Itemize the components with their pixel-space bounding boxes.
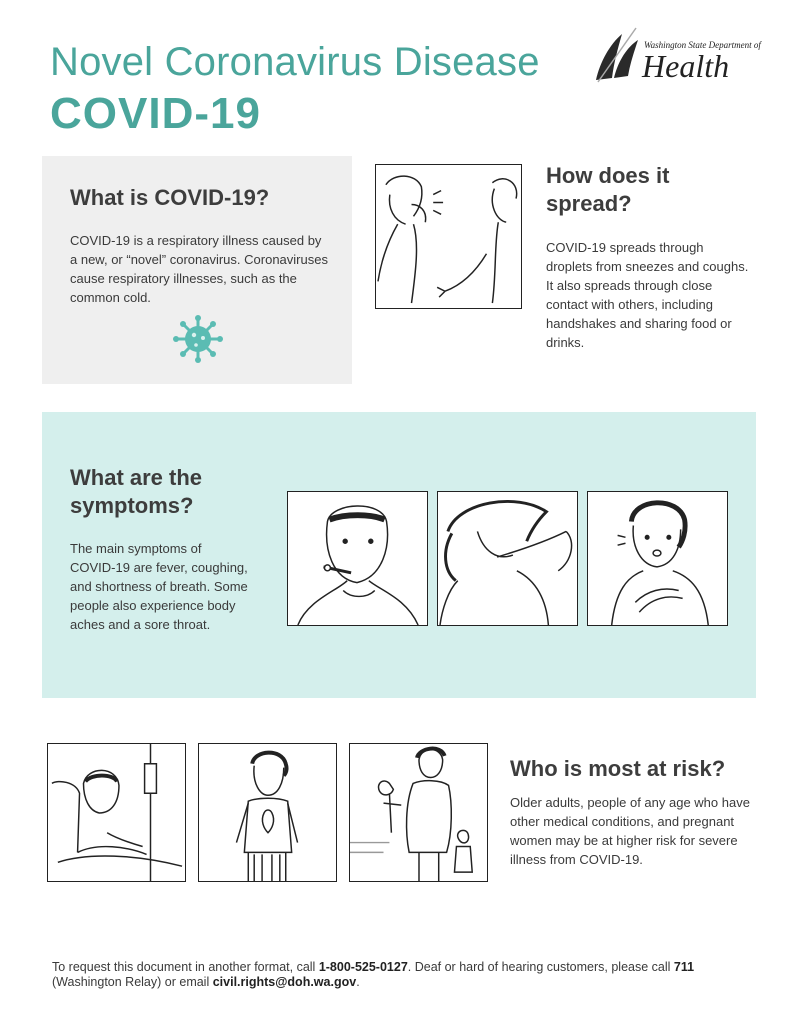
footer-email-link[interactable]: civil.rights@doh.wa.gov — [212, 975, 357, 989]
page-title-line2: COVID-19 — [50, 89, 261, 138]
spread-body: COVID-19 spreads through droplets from sneezes and coughs. It also spreads through close contact with others, including handshakes and sharing food or drinks. — [546, 240, 749, 350]
pregnant-woman-illustration — [349, 743, 488, 882]
risk-heading: Who is most at risk? — [510, 756, 726, 781]
footer-text-4: . — [356, 975, 360, 989]
what-is-heading: What is COVID-19? — [70, 185, 270, 210]
medical-condition-illustration — [198, 743, 337, 882]
doh-logo — [592, 22, 761, 86]
page-title-line1: Novel Coronavirus Disease — [50, 40, 540, 84]
logo-health-text: Health — [642, 48, 730, 84]
shortness-of-breath-illustration — [587, 491, 728, 626]
what-is-body: COVID-19 is a respiratory illness caused by a new, or “novel” coronavirus. Coronaviruses cause respiratory illnesses, such as the common cold. — [70, 233, 328, 305]
footer-accessibility-note — [52, 960, 752, 990]
symptoms-body: The main symptoms of COVID-19 are fever, coughing, and shortness of breath. Some people also experience body aches and a sore throat. — [70, 541, 248, 632]
virus-icon — [170, 314, 226, 364]
fever-illustration — [287, 491, 428, 626]
footer-text-2: . Deaf or hard of hearing customers, please call — [407, 960, 674, 974]
footer-phone-link[interactable]: 1-800-525-0127 — [318, 960, 408, 974]
older-adult-illustration — [47, 743, 186, 882]
footer-relay-number[interactable]: 711 — [673, 960, 695, 974]
sneeze-illustration — [375, 164, 522, 309]
coughing-illustration — [437, 491, 578, 626]
symptoms-heading: What are the symptoms? — [70, 465, 203, 518]
spread-heading: How does it spread? — [546, 163, 670, 216]
footer-text-1: To request this document in another format, call — [52, 960, 319, 974]
risk-body: Older adults, people of any age who have other medical conditions, and pregnant women may be at higher risk for severe illness from COVID-19. — [510, 795, 750, 867]
footer-text-3: (Washington Relay) or email — [52, 975, 213, 989]
logo-agency-text: Washington State Department of — [644, 40, 761, 50]
